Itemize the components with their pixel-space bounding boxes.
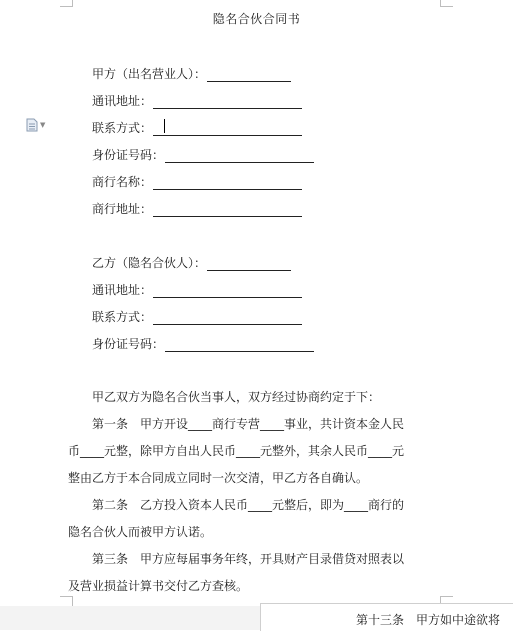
intro-paragraph: 甲乙双方为隐名合伙当事人，双方经过协商约定于下： [92, 390, 381, 404]
document-title: 隐名合伙合同书 [212, 12, 301, 26]
party-b-heading: 乙方（隐名合伙人）： [92, 256, 207, 270]
party-a-field-id [92, 145, 314, 163]
field-label: 联系方式： [92, 310, 153, 324]
field-label: 商行名称： [92, 175, 153, 189]
field-label: 商行地址： [92, 202, 153, 216]
party-b-name-blank[interactable] [207, 256, 291, 271]
field-blank[interactable] [153, 94, 302, 109]
field-blank[interactable] [165, 337, 314, 352]
clause-2-line-1: 第二条 乙方投入资本人民币____元整后，即为____商行的 [92, 498, 405, 512]
clause-1-line-2: 币____元整，除甲方自出人民币____元整外，其余人民币____元 [68, 444, 405, 458]
text-cursor [164, 119, 165, 133]
party-b-field-id [92, 334, 314, 352]
field-label: 通讯地址： [92, 94, 153, 108]
field-blank[interactable] [153, 121, 302, 136]
field-label: 身份证号码： [92, 337, 165, 351]
field-blank[interactable] [153, 283, 302, 298]
field-label: 联系方式： [92, 121, 153, 135]
party-a-field-address [92, 91, 302, 109]
party-a-heading: 甲方（出名营业人）： [92, 67, 207, 81]
chevron-down-icon: ▼ [40, 121, 46, 129]
party-a-name-blank[interactable] [207, 67, 291, 82]
margin-corner-top-left [60, 0, 73, 7]
field-blank[interactable] [153, 310, 302, 325]
field-blank[interactable] [153, 202, 302, 217]
clause-1-line-1: 第一条 甲方开设____商行专营____事业，共计资本金人民 [92, 417, 405, 431]
field-label: 身份证号码： [92, 148, 165, 162]
clause-2-line-2: 隐名合伙人而被甲方认诺。 [68, 525, 213, 539]
party-a-field-store-address [92, 199, 302, 217]
field-blank[interactable] [165, 148, 314, 163]
party-b-field-contact [92, 307, 302, 325]
party-b-field-address [92, 280, 302, 298]
paragraph-options-button[interactable] [26, 118, 45, 132]
field-blank[interactable] [153, 175, 302, 190]
document-icon [26, 118, 38, 132]
clause-3-line-1: 第三条 甲方应每届事务年终，开具财产目录借贷对照表以 [92, 552, 405, 566]
party-b-heading-field [92, 253, 291, 271]
clause-1-line-3: 整由乙方于本合同成立同时一次交清，甲乙方各自确认。 [68, 471, 369, 485]
party-a-field-contact [92, 118, 302, 136]
margin-corner-top-right [440, 0, 453, 7]
field-label: 通讯地址： [92, 283, 153, 297]
clause-3-line-2: 及营业损益计算书交付乙方查核。 [68, 579, 249, 593]
next-page-text: 第十三条 甲方如中途欲将 [356, 613, 501, 627]
party-a-heading-field [92, 64, 291, 82]
party-a-field-store-name [92, 172, 302, 190]
